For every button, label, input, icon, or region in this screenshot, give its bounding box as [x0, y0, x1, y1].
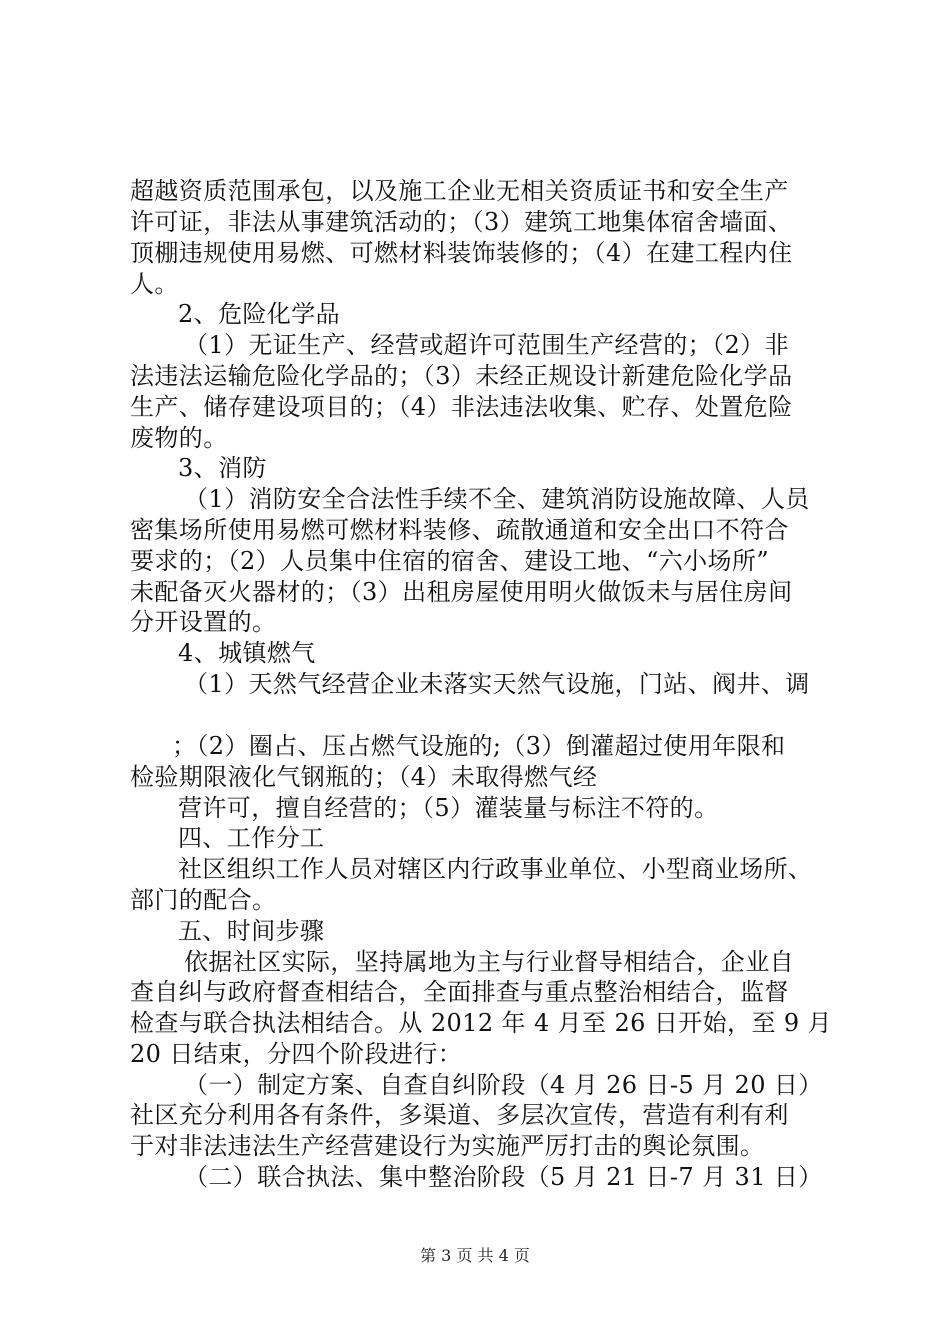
text-line: 查自纠与政府督查相结合，全面排查与重点整治相结合，监督	[130, 978, 789, 1006]
text-line: 人。	[130, 270, 179, 298]
text-line: 生产、储存建设项目的；（4）非法违法收集、贮存、处置危险	[130, 393, 793, 421]
text-line: 部门的配合。	[130, 886, 277, 914]
section-heading: 2、危险化学品	[178, 300, 341, 328]
section-heading: 3、消防	[178, 454, 267, 482]
text-line: 未配备灭火器材的；（3）出租房屋使用明火做饭未与居住房间	[130, 578, 793, 606]
text-line: 检验期限液化气钢瓶的；（4）未取得燃气经	[130, 763, 598, 791]
subsection-heading: （一）制定方案、自查自纠阶段（4 月 26 日-5 月 20 日）	[184, 1071, 823, 1099]
text-line: 许可证，非法从事建筑活动的；（3）建筑工地集体宿舍墙面、	[130, 208, 793, 236]
text-line: 社区充分利用各有条件，多渠道、多层次宣传，营造有利有利	[130, 1101, 789, 1129]
text-line: （1）无证生产、经营或超许可范围生产经营的；（2）非	[184, 331, 789, 359]
section-heading: 五、时间步骤	[178, 917, 325, 945]
text-line: 密集场所使用易燃可燃材料装修、疏散通道和安全出口不符合	[130, 516, 789, 544]
text-line: 20 日结束，分四个阶段进行：	[130, 1040, 463, 1068]
text-line: 废物的。	[130, 424, 228, 452]
section-heading: 四、工作分工	[178, 824, 325, 852]
text-line: 法违法运输危险化学品的；（3）未经正规设计新建危险化学品	[130, 362, 793, 390]
section-heading: 4、城镇燃气	[178, 639, 316, 667]
subsection-heading: （二）联合执法、集中整治阶段（5 月 21 日-7 月 31 日）	[184, 1163, 823, 1191]
text-line: 营许可，擅自经营的；（5）灌装量与标注不符的。	[178, 794, 719, 822]
text-line: 社区组织工作人员对辖区内行政事业单位、小型商业场所、	[178, 855, 813, 883]
text-line: （1）天然气经营企业未落实天然气设施，门站、阀井、调	[184, 670, 810, 698]
text-line: 分开设置的。	[130, 608, 277, 636]
text-line: ；（2）圈占、压占燃气设施的;（3）倒灌超过使用年限和	[172, 732, 786, 760]
text-line: 超越资质范围承包，以及施工企业无相关资质证书和安全生产	[130, 177, 789, 205]
text-line: 依据社区实际，坚持属地为主与行业督导相结合，企业自	[184, 948, 794, 976]
text-line: 要求的；（2）人员集中住宿的宿舍、建设工地、“六小场所”	[130, 547, 770, 575]
text-line: 顶棚违规使用易燃、可燃材料装饰装修的；（4）在建工程内住	[130, 239, 793, 267]
text-line: （1）消防安全合法性手续不全、建筑消防设施故障、人员	[184, 485, 810, 513]
page-footer: 第 3 页 共 4 页	[420, 1246, 530, 1265]
text-line: 检查与联合执法相结合。从 2012 年 4 月至 26 日开始，至 9 月	[130, 1009, 832, 1037]
text-line: 于对非法违法生产经营建设行为实施严厉打击的舆论氛围。	[130, 1132, 765, 1160]
